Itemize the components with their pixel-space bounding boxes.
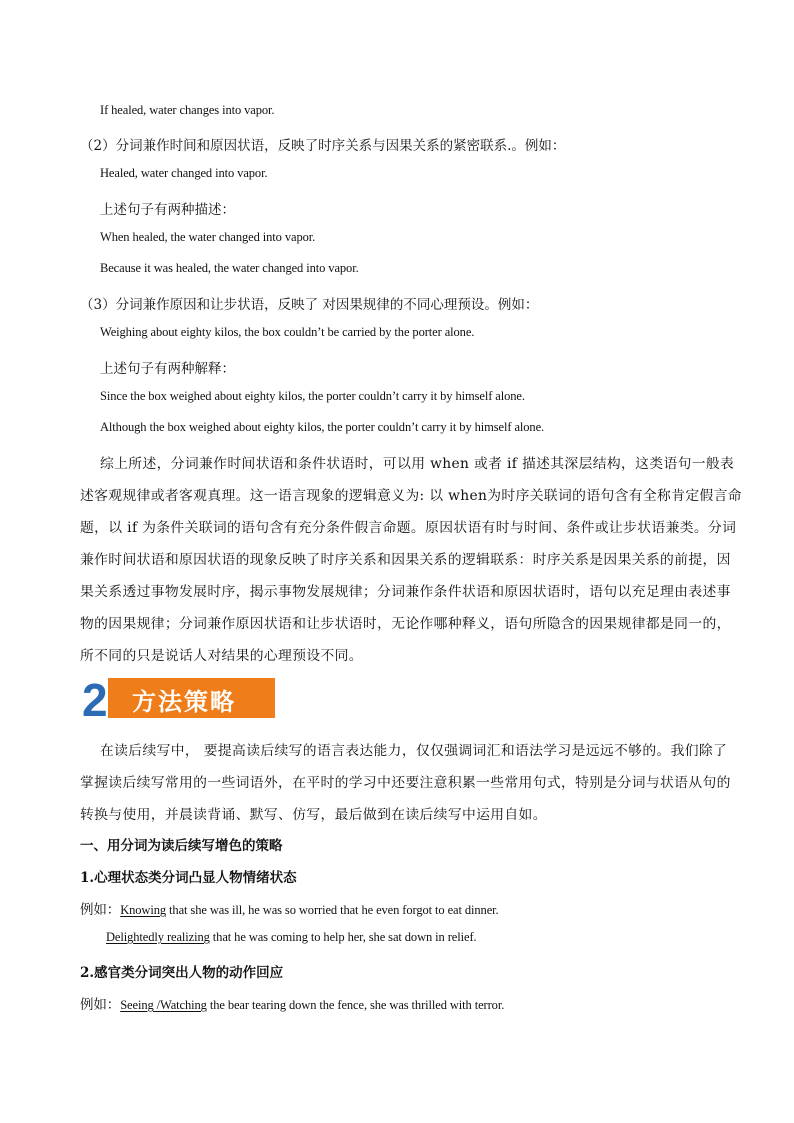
point-2-text: （2）分词兼作时间和原因状语，反映了时序关系与因果关系的紧密联系.。例如： <box>80 138 566 154</box>
point-3-text: （3）分词兼作原因和让步状语，反映了 对因果规律的不同心理预设。例如： <box>80 297 539 313</box>
heading-subtopic-2: 2.感官类分词突出人物的动作回应 <box>80 965 284 981</box>
summary-paragraph-line: 述客观规律或者客观真理。这一语言现象的逻辑意义为: 以 when为时序关联词的语句含有全称肯定假言命 <box>80 488 742 504</box>
example-line-1 <box>80 898 499 918</box>
summary-paragraph-line: 所不同的只是说话人对结果的心理预设不同。 <box>80 648 363 664</box>
underlined-participle: Knowing <box>120 903 167 917</box>
section-number: 2 <box>82 674 108 726</box>
example-rest: that she was ill, he was so worried that he even forgot to eat dinner. <box>166 903 499 917</box>
heading-subtopic-1: 1.心理状态类分词凸显人物情绪状态 <box>80 870 297 886</box>
example-sentence: If healed, water changes into vapor. <box>100 103 275 117</box>
intro-paragraph-line: 掌握读后续写常用的一些词语外，在平时的学习中还要注意积累一些常用句式，特别是分词与状语从句的 <box>80 775 731 791</box>
example-rest: the bear tearing down the fence, she was thrilled with terror. <box>206 998 505 1012</box>
example-rest: that he was coming to help her, she sat down in relief. <box>209 930 477 944</box>
summary-paragraph-line: 果关系透过事物发展时序，揭示事物发展规律；分词兼作条件状语和原因状语时，语句以充足理由表述事 <box>80 584 731 600</box>
summary-paragraph-line: 物的因果规律；分词兼作原因状语和让步状语时，无论作哪种释义，语句所隐含的因果规律都是同一的， <box>80 616 731 632</box>
underlined-participle: Seeing /Watching <box>120 998 207 1012</box>
example-prefix: 例如： <box>80 997 121 1012</box>
example-sentence: Although the box weighed about eighty kilos, the porter couldn’t carry it by himself alone. <box>100 420 545 434</box>
intro-paragraph-line: 在读后续写中， 要提高读后续写的语言表达能力，仅仅强调词汇和语法学习是远远不够的。我们除了 <box>100 743 728 759</box>
section-banner <box>82 674 282 726</box>
summary-paragraph-line: 兼作时间状语和原因状语的现象反映了时序关系和因果关系的逻辑联系：时序关系是因果关系的前提，因 <box>80 552 731 568</box>
example-sentence: Weighing about eighty kilos, the box couldn’t be carried by the porter alone. <box>100 325 475 339</box>
summary-paragraph-line: 综上所述，分词兼作时间状语和条件状语时，可以用 when 或者 if 描述其深层结构，这类语句一般表 <box>100 456 735 472</box>
example-prefix: 例如： <box>80 902 121 917</box>
description-label: 上述句子有两种描述： <box>100 202 235 218</box>
example-sentence: When healed, the water changed into vapor. <box>100 230 316 244</box>
example-sentence: Since the box weighed about eighty kilos, the porter couldn’t carry it by himself alone. <box>100 389 525 403</box>
heading-strategy: 一、用分词为读后续写增色的策略 <box>80 838 283 854</box>
example-sentence: Healed, water changed into vapor. <box>100 166 268 180</box>
summary-paragraph-line: 题，以 if 为条件关联词的语句含有充分条件假言命题。原因状语有时与时间、条件或让步状语兼类。分词 <box>80 520 737 536</box>
example-line-2 <box>106 930 477 945</box>
section-title-bar <box>108 678 275 718</box>
intro-paragraph-line: 转换与使用，并晨读背诵、默写、仿写，最后做到在读后续写中运用自如。 <box>80 807 547 823</box>
explanation-label: 上述句子有两种解释： <box>100 361 235 377</box>
example-sentence: Because it was healed, the water changed into vapor. <box>100 261 359 275</box>
example-line-3 <box>80 993 504 1013</box>
section-title: 方法策略 <box>132 687 236 716</box>
underlined-participle: Delightedly realizing <box>106 930 210 944</box>
